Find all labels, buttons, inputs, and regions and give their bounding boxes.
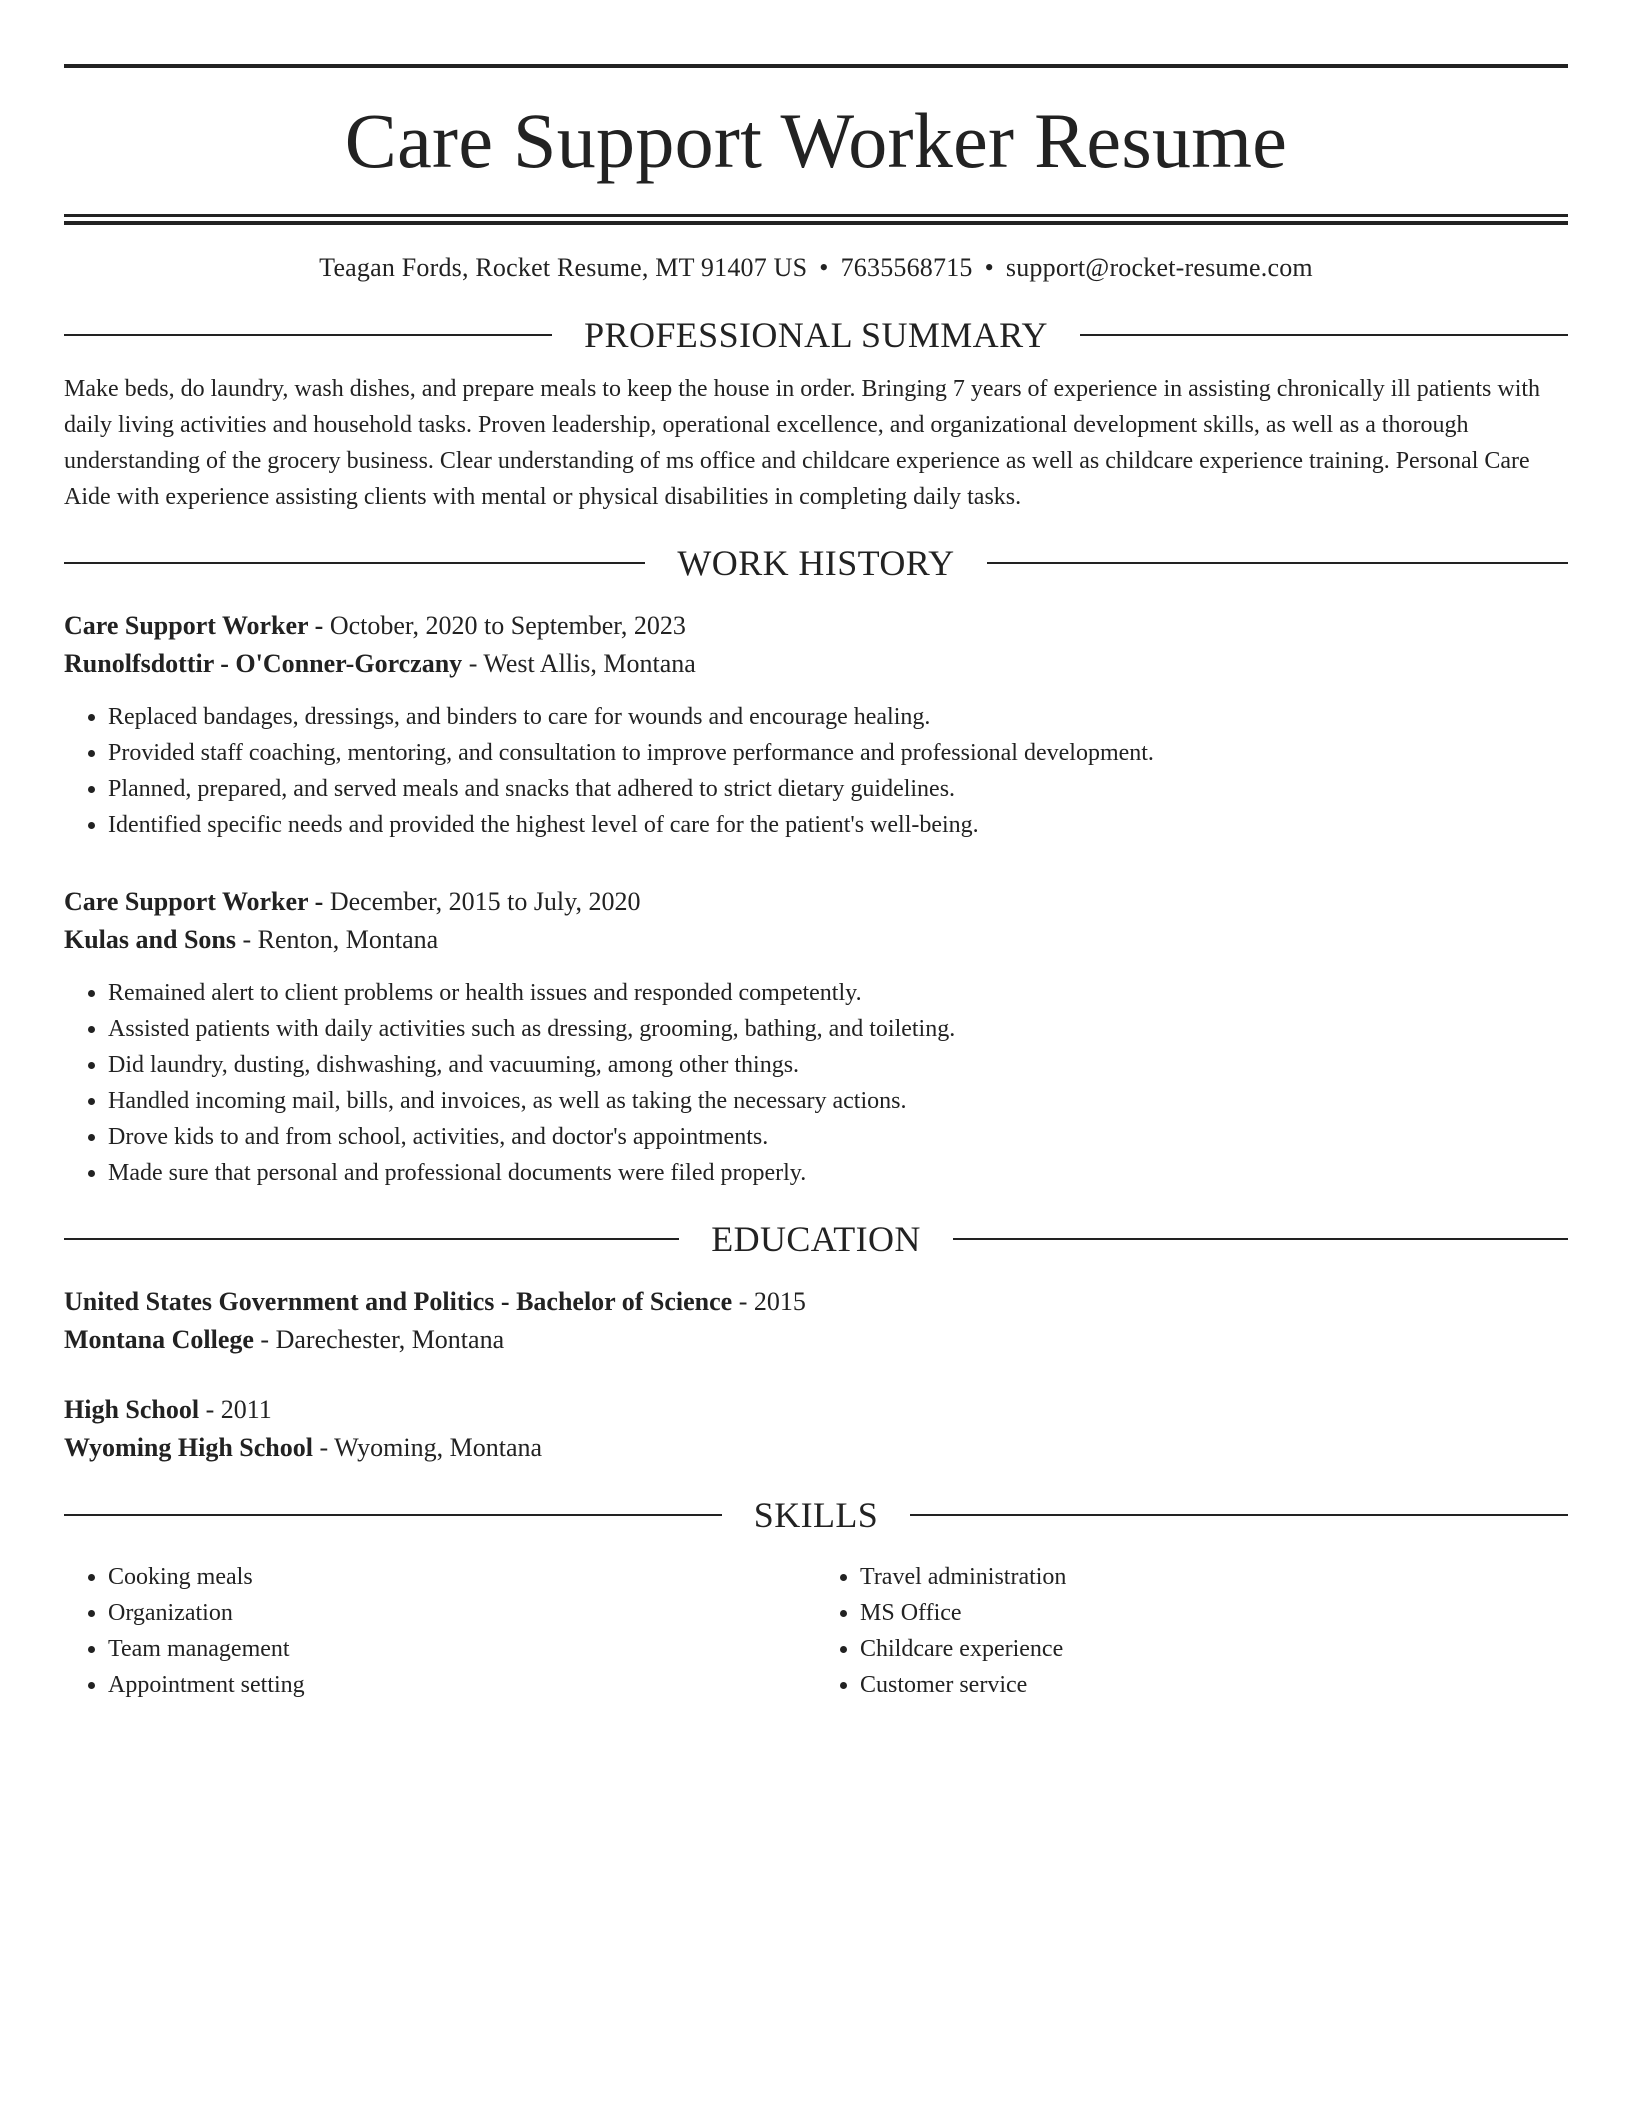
section-title: WORK HISTORY [677, 543, 955, 583]
company-name: Kulas and Sons [64, 925, 236, 954]
list-item: • Made sure that personal and professional documents were filed properly. [108, 1155, 1568, 1191]
section-header-summary [64, 317, 1568, 353]
contact-phone: 7635568715 [840, 253, 973, 282]
degree-name: High School [64, 1395, 200, 1424]
work-entry [64, 607, 1568, 843]
contact-email: support@rocket-resume.com [1005, 253, 1313, 282]
section-title: EDUCATION [711, 1219, 921, 1259]
section-header-work [64, 545, 1568, 581]
list-item: • Organization [108, 1595, 816, 1631]
company-location: Renton, Montana [257, 925, 439, 954]
school-name: Montana College [64, 1325, 254, 1354]
divider [987, 562, 1568, 564]
company-location: West Allis, Montana [483, 649, 696, 678]
list-item: • Customer service [860, 1667, 1568, 1703]
list-item: • Did laundry, dusting, dishwashing, and vacuuming, among other things. [108, 1047, 1568, 1083]
list-item: • Cooking meals [108, 1559, 816, 1595]
list-item: • Appointment setting [108, 1667, 816, 1703]
work-entry [64, 883, 1568, 1191]
section-title: SKILLS [753, 1495, 879, 1535]
school-location: Wyoming, Montana [334, 1433, 543, 1462]
summary-text: Make beds, do laundry, wash dishes, and prepare meals to keep the house in order. Bringing 7 years of experience in assisting chronically ill patients with daily living activities and household tasks. Proven leadership, operational excellence, and organizational development skills, as well as a thorough understanding of the grocery business. Clear understanding of ms office and childcare experience as well as childcare experience training. Personal Care Aide with experience assisting clients with mental or physical disabilities in completing daily tasks. [64, 376, 1541, 510]
work-bullets [64, 975, 1568, 1191]
resume-title: Care Support Worker Resume [344, 97, 1288, 184]
contact-separator: • [984, 253, 994, 282]
company-name: Runolfsdottir - O'Conner-Gorczany [64, 649, 463, 678]
education-entry [64, 1391, 1568, 1467]
school-name: Wyoming High School [64, 1433, 313, 1462]
divider [64, 334, 552, 336]
list-item: • MS Office [860, 1595, 1568, 1631]
work-bullets [64, 699, 1568, 843]
skills-grid [64, 1555, 1568, 1703]
education-school-line: Montana College - Darechester, Montana [64, 1325, 505, 1354]
list-item: • Identified specific needs and provided the highest level of care for the patient's well-being. [108, 807, 1568, 843]
degree-year: 2011 [220, 1395, 272, 1424]
list-item: • Planned, prepared, and served meals and snacks that adhered to strict dietary guidelines. [108, 771, 1568, 807]
divider [953, 1238, 1568, 1240]
job-title: Care Support Worker [64, 611, 309, 640]
divider [64, 562, 645, 564]
divider [1080, 334, 1568, 336]
work-company-line: Runolfsdottir - O'Conner-Gorczany - West Allis, Montana [64, 649, 696, 678]
list-item: • Handled incoming mail, bills, and invoices, as well as taking the necessary actions. [108, 1083, 1568, 1119]
work-title-line: Care Support Worker - December, 2015 to July, 2020 [64, 887, 641, 916]
divider [910, 1514, 1568, 1516]
list-item: • Childcare experience [860, 1631, 1568, 1667]
school-location: Darechester, Montana [275, 1325, 505, 1354]
list-item: • Remained alert to client problems or health issues and responded competently. [108, 975, 1568, 1011]
list-item: • Assisted patients with daily activities such as dressing, grooming, bathing, and toileting. [108, 1011, 1568, 1047]
skills-list-left [64, 1559, 816, 1703]
job-title: Care Support Worker [64, 887, 309, 916]
education-entry [64, 1283, 1568, 1359]
section-header-skills [64, 1497, 1568, 1533]
title-double-rule [64, 214, 1568, 225]
work-title-line: Care Support Worker - October, 2020 to September, 2023 [64, 611, 686, 640]
divider [64, 1514, 722, 1516]
contact-separator: • [819, 253, 829, 282]
degree-year: 2015 [753, 1287, 806, 1316]
degree-name: United States Government and Politics - Bachelor of Science [64, 1287, 733, 1316]
list-item: • Provided staff coaching, mentoring, and consultation to improve performance and professional development. [108, 735, 1568, 771]
divider [64, 1238, 679, 1240]
section-title: PROFESSIONAL SUMMARY [584, 315, 1048, 355]
contact-line [64, 253, 1568, 283]
job-dates: October, 2020 to September, 2023 [329, 611, 686, 640]
education-degree-line: United States Government and Politics - Bachelor of Science - 2015 [64, 1287, 806, 1316]
work-company-line: Kulas and Sons - Renton, Montana [64, 925, 439, 954]
list-item: • Replaced bandages, dressings, and binders to care for wounds and encourage healing. [108, 699, 1568, 735]
skills-list-right [816, 1559, 1568, 1703]
section-header-education [64, 1221, 1568, 1257]
list-item: • Team management [108, 1631, 816, 1667]
list-item: • Travel administration [860, 1559, 1568, 1595]
education-degree-line: High School - 2011 [64, 1395, 272, 1424]
top-rule [64, 64, 1568, 68]
list-item: • Drove kids to and from school, activities, and doctor's appointments. [108, 1119, 1568, 1155]
education-school-line: Wyoming High School - Wyoming, Montana [64, 1433, 543, 1462]
contact-address: Teagan Fords, Rocket Resume, MT 91407 US [319, 253, 808, 282]
job-dates: December, 2015 to July, 2020 [329, 887, 641, 916]
